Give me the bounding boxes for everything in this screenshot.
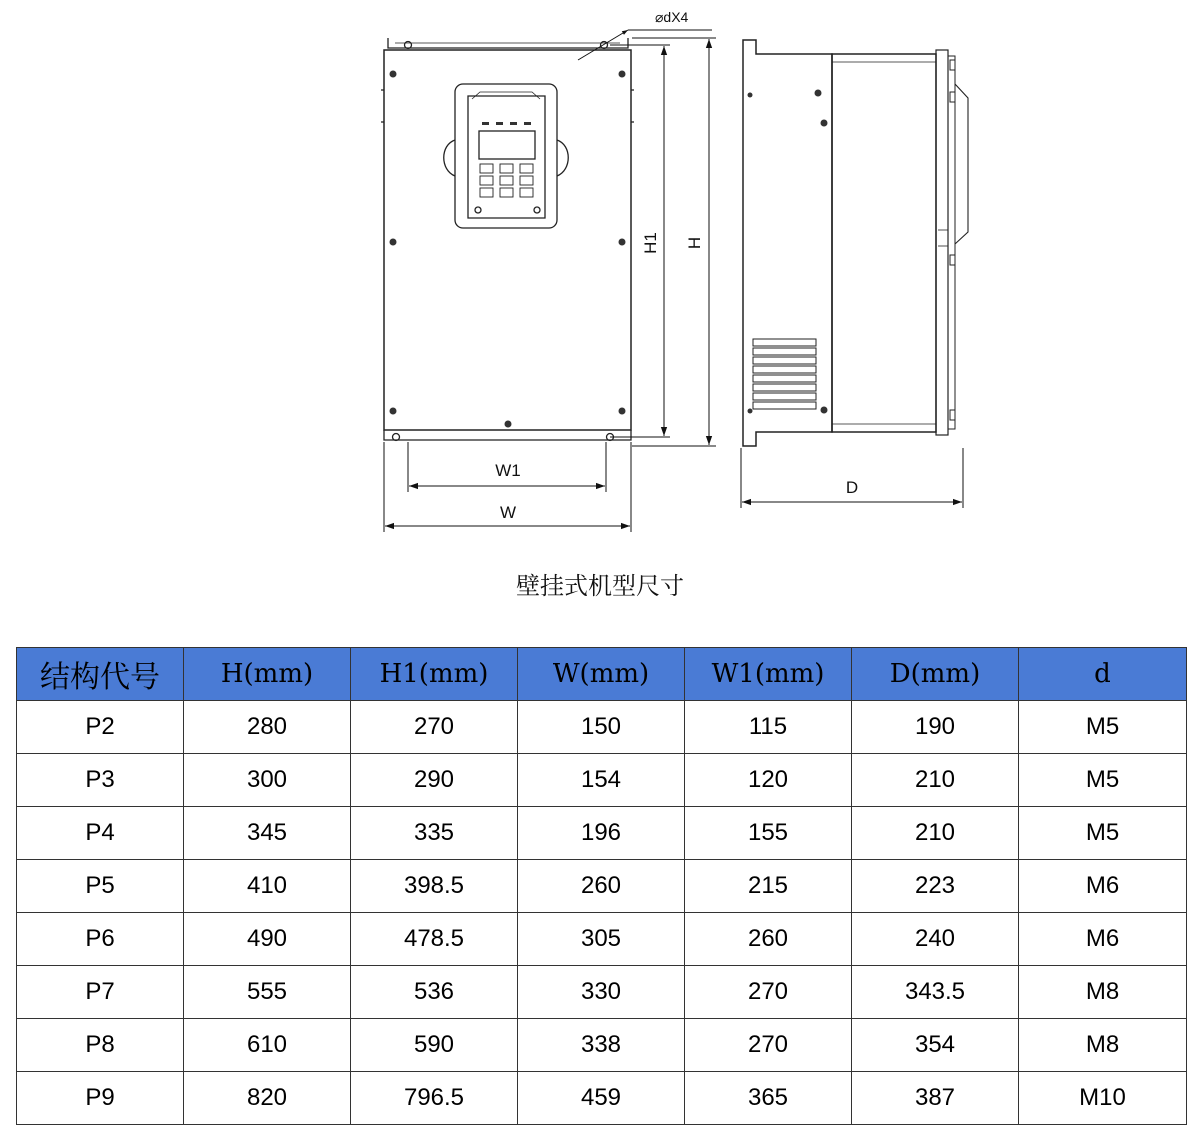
header-screw-d: d	[1019, 648, 1187, 701]
table-cell: 223	[852, 860, 1019, 913]
table-cell: 345	[184, 807, 351, 860]
hole-callout	[578, 9, 712, 60]
table-cell: P5	[17, 860, 184, 913]
table-cell: 150	[518, 701, 685, 754]
table-cell: 155	[685, 807, 852, 860]
table-row	[17, 1072, 1187, 1125]
table-row	[17, 1019, 1187, 1072]
table-cell: 410	[184, 860, 351, 913]
table-cell: 796.5	[351, 1072, 518, 1125]
table-cell: 338	[518, 1019, 685, 1072]
table-cell: 354	[852, 1019, 1019, 1072]
table-cell: 154	[518, 754, 685, 807]
table-cell: M5	[1019, 754, 1187, 807]
table-cell: P2	[17, 701, 184, 754]
front-view	[381, 38, 634, 441]
label-w1: W1	[495, 461, 521, 480]
table-row	[17, 701, 1187, 754]
table-cell: 590	[351, 1019, 518, 1072]
table-row	[17, 754, 1187, 807]
label-h: H	[685, 236, 704, 250]
table-row	[17, 913, 1187, 966]
table-row	[17, 807, 1187, 860]
table-cell: 196	[518, 807, 685, 860]
table-cell: 820	[184, 1072, 351, 1125]
table-cell: 536	[351, 966, 518, 1019]
table-cell: 210	[852, 754, 1019, 807]
header-h: H(mm)	[184, 648, 351, 701]
table-cell: 398.5	[351, 860, 518, 913]
hole-label: ⌀dX4	[655, 9, 689, 25]
table-cell: 300	[184, 754, 351, 807]
table-cell: 387	[852, 1072, 1019, 1125]
table-cell: 270	[685, 1019, 852, 1072]
dimensions-table	[16, 647, 1187, 1125]
table-cell: 459	[518, 1072, 685, 1125]
table-row	[17, 860, 1187, 913]
table-cell: 290	[351, 754, 518, 807]
table-cell: M10	[1019, 1072, 1187, 1125]
table-cell: P8	[17, 1019, 184, 1072]
figure-caption: 壁挂式机型尺寸	[516, 572, 684, 600]
table-cell: M8	[1019, 1019, 1187, 1072]
table-cell: M5	[1019, 701, 1187, 754]
dimension-drawing	[0, 0, 1200, 560]
table-cell: M6	[1019, 913, 1187, 966]
table-cell: 280	[184, 701, 351, 754]
table-cell: 555	[184, 966, 351, 1019]
header-h1: H1(mm)	[351, 648, 518, 701]
table-header-row	[17, 648, 1187, 701]
table-cell: 335	[351, 807, 518, 860]
table-cell: 365	[685, 1072, 852, 1125]
table-cell: P3	[17, 754, 184, 807]
header-w: W(mm)	[518, 648, 685, 701]
table-cell: 120	[685, 754, 852, 807]
table-cell: P6	[17, 913, 184, 966]
header-w1: W1(mm)	[685, 648, 852, 701]
table-cell: 305	[518, 913, 685, 966]
header-structure-code: 结构代号	[17, 648, 184, 701]
table-cell: 270	[685, 966, 852, 1019]
table-cell: 210	[852, 807, 1019, 860]
label-h1: H1	[641, 232, 660, 254]
table-cell: 240	[852, 913, 1019, 966]
table-cell: M5	[1019, 807, 1187, 860]
table-cell: M8	[1019, 966, 1187, 1019]
table-cell: 330	[518, 966, 685, 1019]
table-cell: 190	[852, 701, 1019, 754]
table-cell: 260	[518, 860, 685, 913]
label-d: D	[845, 478, 859, 497]
header-d: D(mm)	[852, 648, 1019, 701]
table-cell: 270	[351, 701, 518, 754]
table-cell: 490	[184, 913, 351, 966]
table-cell: P7	[17, 966, 184, 1019]
table-cell: 478.5	[351, 913, 518, 966]
label-w: W	[499, 503, 517, 522]
table-cell: 610	[184, 1019, 351, 1072]
table-cell: 260	[685, 913, 852, 966]
table-cell: P4	[17, 807, 184, 860]
table-cell: P9	[17, 1072, 184, 1125]
table-cell: 215	[685, 860, 852, 913]
table-cell: 343.5	[852, 966, 1019, 1019]
table-cell: M6	[1019, 860, 1187, 913]
table-cell: 115	[685, 701, 852, 754]
table-row	[17, 966, 1187, 1019]
side-view	[743, 40, 968, 446]
